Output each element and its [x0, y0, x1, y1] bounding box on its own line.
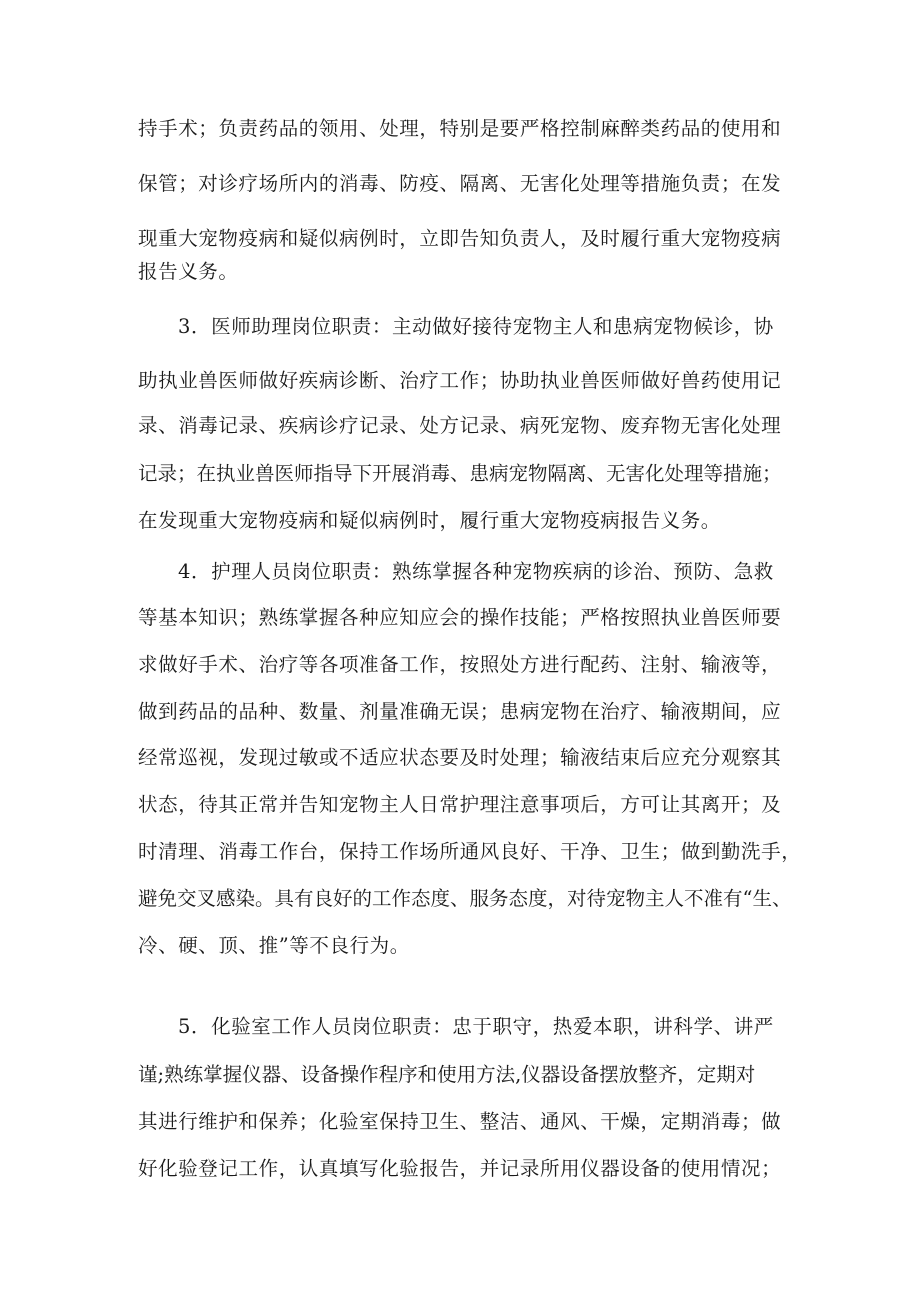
text-line: 持手术；负责药品的领用、处理，特别是要严格控制麻醉类药品的使用和: [138, 117, 782, 140]
text-line: 等基本知识；熟练掌握各种应知应会的操作技能；严格按照执业兽医师要: [138, 606, 782, 629]
text-line: 谨;熟练掌握仪器、设备操作程序和使用方法,仪器设备摆放整齐，定期对: [138, 1063, 756, 1086]
text-line: 冷、硬、顶、推”等不良行为。: [138, 934, 410, 957]
text-line: 状态，待其正常并告知宠物主人日常护理注意事项后，方可让其离开；及: [138, 793, 782, 816]
text-line: 求做好手术、治疗等各项准备工作，按照处方进行配药、注射、输液等，: [138, 653, 782, 676]
text-line: 录、消毒记录、疾病诊疗记录、处方记录、病死宠物、废弃物无害化处理: [138, 414, 782, 437]
text-line: 现重大宠物疫病和疑似病例时，立即告知负责人，及时履行重大宠物疫病: [138, 227, 782, 250]
text-line: 好化验登记工作，认真填写化验报告，并记录所用仪器设备的使用情况；: [138, 1157, 782, 1180]
paragraph-4-heading-line: 4．护理人员岗位职责：熟练掌握各种宠物疾病的诊治、预防、急救: [178, 560, 774, 583]
paragraph-3-heading-line: 3．医师助理岗位职责：主动做好接待宠物主人和患病宠物候诊，协: [178, 315, 774, 338]
text-line: 时清理、消毒工作台，保持工作场所通风良好、干净、卫生；做到勤洗手，: [138, 840, 802, 863]
paragraph-5-heading-line: 5．化验室工作人员岗位职责：忠于职守，热爱本职，讲科学、讲严: [178, 1015, 774, 1038]
text-line: 记录；在执业兽医师指导下开展消毒、患病宠物隔离、无害化处理等措施；: [138, 462, 782, 485]
text-line: 在发现重大宠物疫病和疑似病例时，履行重大宠物疫病报告义务。: [138, 509, 721, 532]
text-line: 助执业兽医师做好疾病诊断、治疗工作；协助执业兽医师做好兽药使用记: [138, 369, 782, 392]
text-line: 做到药品的品种、数量、剂量准确无误；患病宠物在治疗、输液期间，应: [138, 700, 782, 723]
text-line: 经常巡视，发现过敏或不适应状态要及时处理；输液结束后应充分观察其: [138, 746, 782, 769]
text-line: 避免交叉感染。具有良好的工作态度、服务态度，对待宠物主人不准有“生、: [138, 887, 792, 910]
text-line: 保管；对诊疗场所内的消毒、防疫、隔离、无害化处理等措施负责；在发: [138, 172, 782, 195]
text-line: 其进行维护和保养；化验室保持卫生、整洁、通风、干燥，定期消毒；做: [138, 1110, 782, 1133]
text-line: 报告义务。: [138, 260, 239, 283]
